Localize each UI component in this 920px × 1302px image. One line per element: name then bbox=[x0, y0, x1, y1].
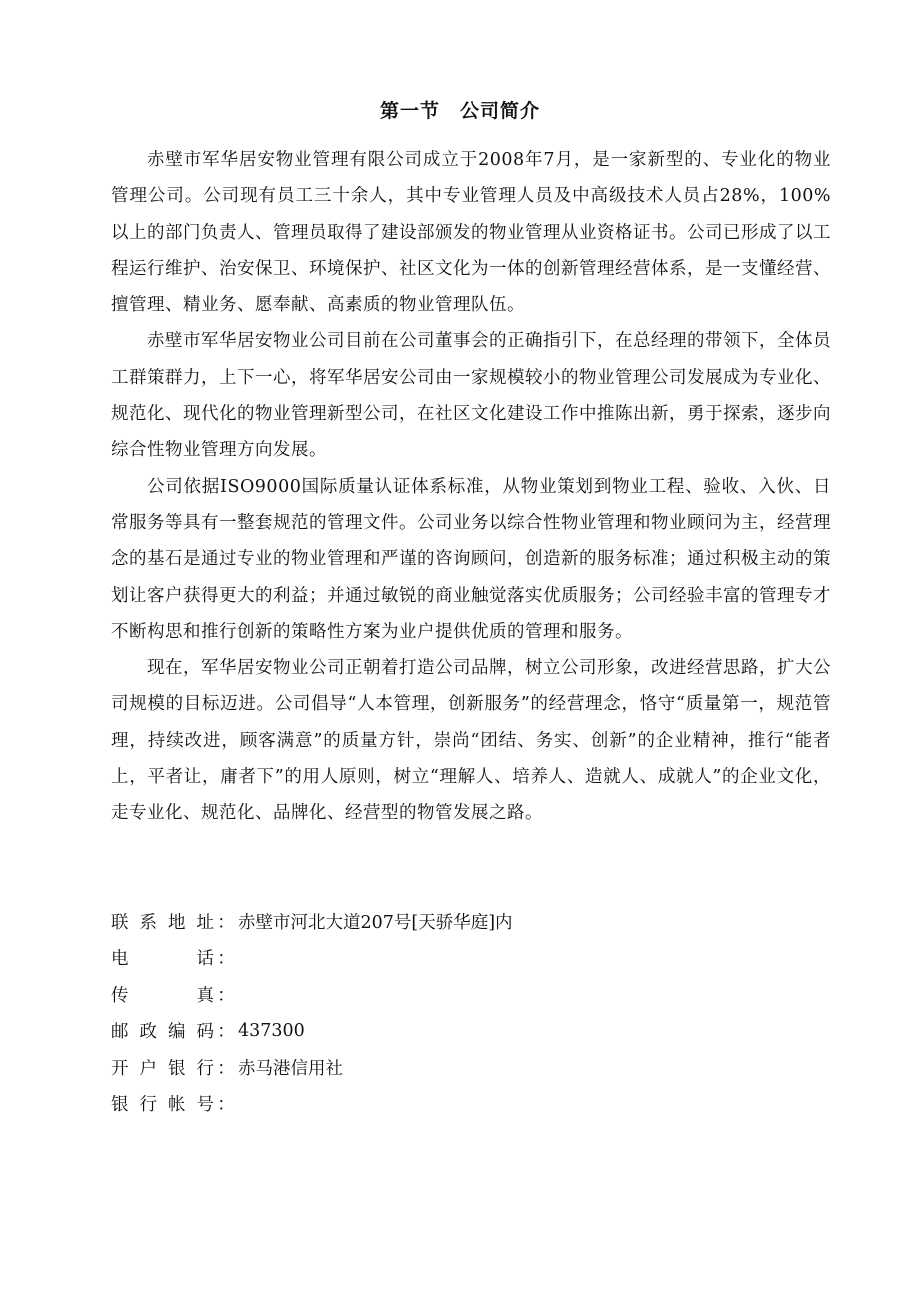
contact-label-char: 码 bbox=[196, 1022, 214, 1043]
contact-row-account bbox=[111, 1086, 811, 1123]
contact-label bbox=[111, 1091, 214, 1116]
contact-separator: ： bbox=[217, 949, 235, 970]
contact-value-postcode: 437300 bbox=[238, 1020, 305, 1041]
paragraph-standards: 公司依据ISO9000国际质量认证体系标准，从物业策划到物业工程、验收、入伙、日常服务等具有一整套规范的管理文件。公司业务以综合性物业管理和物业顾问为主，经营理念的基石是通过专业的物业管理和严谨的咨询顾问，创造新的服务标准；通过积极主动的策划让客户获得更大的利益；并通过敏锐的商业触觉落实优质服务；公司经验丰富的管理专才不断构思和推行创新的策略性方案为业户提供优质的管理和服务。 bbox=[111, 476, 831, 642]
contact-label-char: 系 bbox=[139, 912, 157, 933]
contact-label-char: 编 bbox=[168, 1022, 186, 1043]
paragraph-founding: 赤壁市军华居安物业管理有限公司成立于2008年7月，是一家新型的、专业化的物业管理公司。公司现有员工三十余人，其中专业管理人员及中高级技术人员占28%，100%以上的部门负责人、管理员取得了建设部颁发的物业管理从业资格证书。公司已形成了以工程运行维护、治安保卫、环境保护、社区文化为一体的创新管理经营体系，是一支懂经营、擅管理、精业务、愿奉献、高素质的物业管理队伍。 bbox=[111, 150, 831, 316]
contact-label-char: 址 bbox=[196, 912, 214, 933]
body-text bbox=[111, 142, 831, 832]
contact-row-fax bbox=[111, 976, 811, 1013]
contact-row-bank bbox=[111, 1049, 811, 1086]
contact-label bbox=[111, 1055, 214, 1080]
contact-label bbox=[111, 909, 214, 934]
contact-row-postcode bbox=[111, 1013, 811, 1050]
contact-value-bank: 赤马港信用社 bbox=[238, 1058, 343, 1079]
contact-label-char: 银 bbox=[111, 1095, 129, 1116]
contact-label-char: 行 bbox=[196, 1058, 214, 1079]
contact-label-char: 传 bbox=[111, 985, 129, 1006]
contact-label bbox=[111, 982, 214, 1007]
contact-row-phone bbox=[111, 940, 811, 977]
contact-separator: ： bbox=[217, 985, 235, 1006]
contact-separator: ： bbox=[217, 1095, 235, 1116]
contact-row-address bbox=[111, 903, 811, 940]
paragraph-development: 赤壁市军华居安物业公司目前在公司董事会的正确指引下，在总经理的带领下，全体员工群策群力，上下一心，将军华居安公司由一家规模较小的物业管理公司发展成为专业化、规范化、现代化的物业管理新型公司，在社区文化建设工作中推陈出新，勇于探索，逐步向综合性物业管理方向发展。 bbox=[111, 331, 831, 461]
contact-label-char: 行 bbox=[139, 1095, 157, 1116]
contact-label-char: 户 bbox=[139, 1058, 157, 1079]
contact-label-char: 电 bbox=[111, 949, 129, 970]
contact-label-char: 帐 bbox=[168, 1095, 186, 1116]
contact-label-char: 政 bbox=[139, 1022, 157, 1043]
contact-value-address: 赤壁市河北大道207号[天骄华庭]内 bbox=[238, 912, 513, 933]
contact-label-char: 邮 bbox=[111, 1022, 129, 1043]
paragraph-vision: 现在，军华居安物业公司正朝着打造公司品牌，树立公司形象，改进经营思路，扩大公司规模的目标迈进。公司倡导“人本管理，创新服务”的经营理念，恪守“质量第一，规范管理，持续改进，顾客满意”的质量方针，崇尚“团结、务实、创新”的企业精神，推行“能者上，平者让，庸者下”的用人原则，树立“理解人、培养人、造就人、成就人”的企业文化，走专业化、规范化、品牌化、经营型的物管发展之路。 bbox=[111, 658, 831, 824]
contact-label bbox=[111, 945, 214, 970]
contact-label-char: 开 bbox=[111, 1058, 129, 1079]
contact-label-char: 话 bbox=[196, 949, 214, 970]
contact-label-char: 联 bbox=[111, 912, 129, 933]
contact-label-char: 银 bbox=[168, 1058, 186, 1079]
contact-info bbox=[111, 903, 811, 1122]
contact-label-char: 地 bbox=[168, 912, 186, 933]
contact-separator: ： bbox=[217, 1058, 235, 1079]
contact-separator: ： bbox=[217, 912, 235, 933]
section-title: 公司简介 bbox=[460, 100, 541, 122]
contact-label-char: 真 bbox=[196, 985, 214, 1006]
contact-separator: ： bbox=[217, 1022, 235, 1043]
contact-label bbox=[111, 1018, 214, 1043]
section-number: 第一节 bbox=[379, 100, 440, 122]
contact-label-char: 号 bbox=[196, 1095, 214, 1116]
page-title bbox=[0, 96, 920, 123]
